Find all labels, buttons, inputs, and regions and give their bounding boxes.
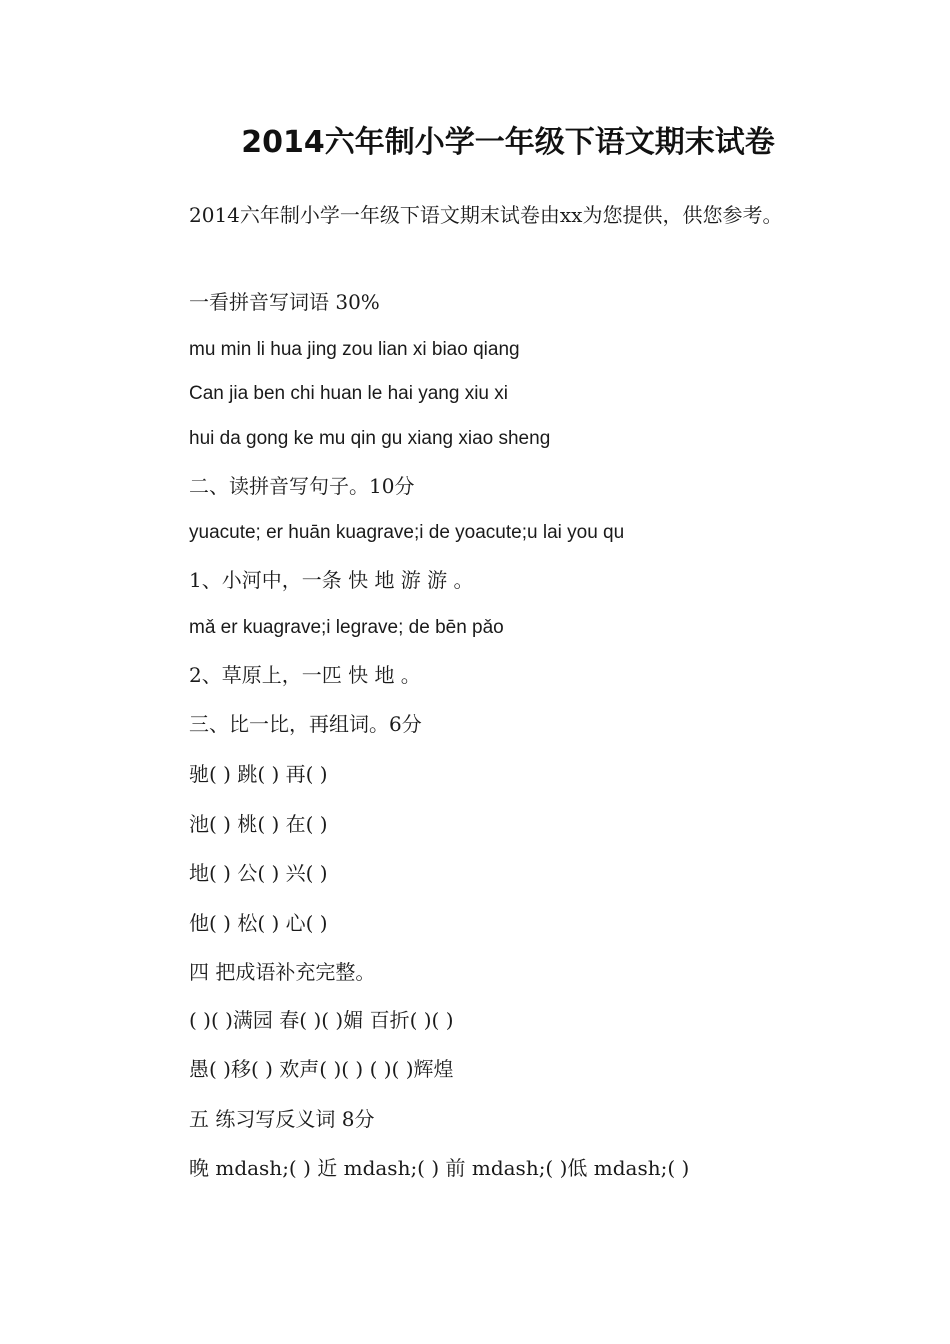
- pinyin-line-2: Can jia ben chi huan le hai yang xiu xi: [189, 383, 508, 404]
- document-title: 2014六年制小学一年级下语文期末试卷: [241, 125, 775, 160]
- sentence-2: 2、草原上，一匹 快 地 。: [189, 663, 421, 687]
- section-1-heading: 一看拼音写词语 30%: [189, 290, 380, 314]
- section-3-heading: 三、比一比，再组词。6分: [189, 712, 422, 736]
- idiom-row-1: ( )( )满园 春( )( )媚 百折( )( ): [189, 1008, 454, 1032]
- antonym-row-1: 晚 mdash;( ) 近 mdash;( ) 前 mdash;( )低 mdash;( ): [189, 1156, 690, 1180]
- pinyin-sentence-2: mǎ er kuagrave;i legrave; de bēn pǎo: [189, 617, 504, 638]
- compare-row-2: 池( ) 桃( ) 在( ): [189, 812, 328, 836]
- idiom-row-2: 愚( )移( ) 欢声( )( ) ( )( )辉煌: [189, 1057, 454, 1081]
- pinyin-sentence-1: yuacute; er huān kuagrave;i de yoacute;u lai you qu: [189, 522, 625, 543]
- section-5-heading: 五 练习写反义词 8分: [189, 1107, 375, 1131]
- section-4-heading: 四 把成语补充完整。: [189, 960, 376, 984]
- section-2-heading: 二、读拼音写句子。10分: [189, 474, 415, 498]
- compare-row-3: 地( ) 公( ) 兴( ): [189, 861, 328, 885]
- pinyin-line-3: hui da gong ke mu qin gu xiang xiao sheng: [189, 428, 551, 449]
- pinyin-line-1: mu min li hua jing zou lian xi biao qiang: [189, 339, 520, 360]
- intro-paragraph: 2014六年制小学一年级下语文期末试卷由xx为您提供，供您参考。: [189, 203, 783, 227]
- sentence-1: 1、小河中，一条 快 地 游 游 。: [189, 568, 474, 592]
- compare-row-1: 驰( ) 跳( ) 再( ): [189, 762, 328, 786]
- compare-row-4: 他( ) 松( ) 心( ): [189, 911, 328, 935]
